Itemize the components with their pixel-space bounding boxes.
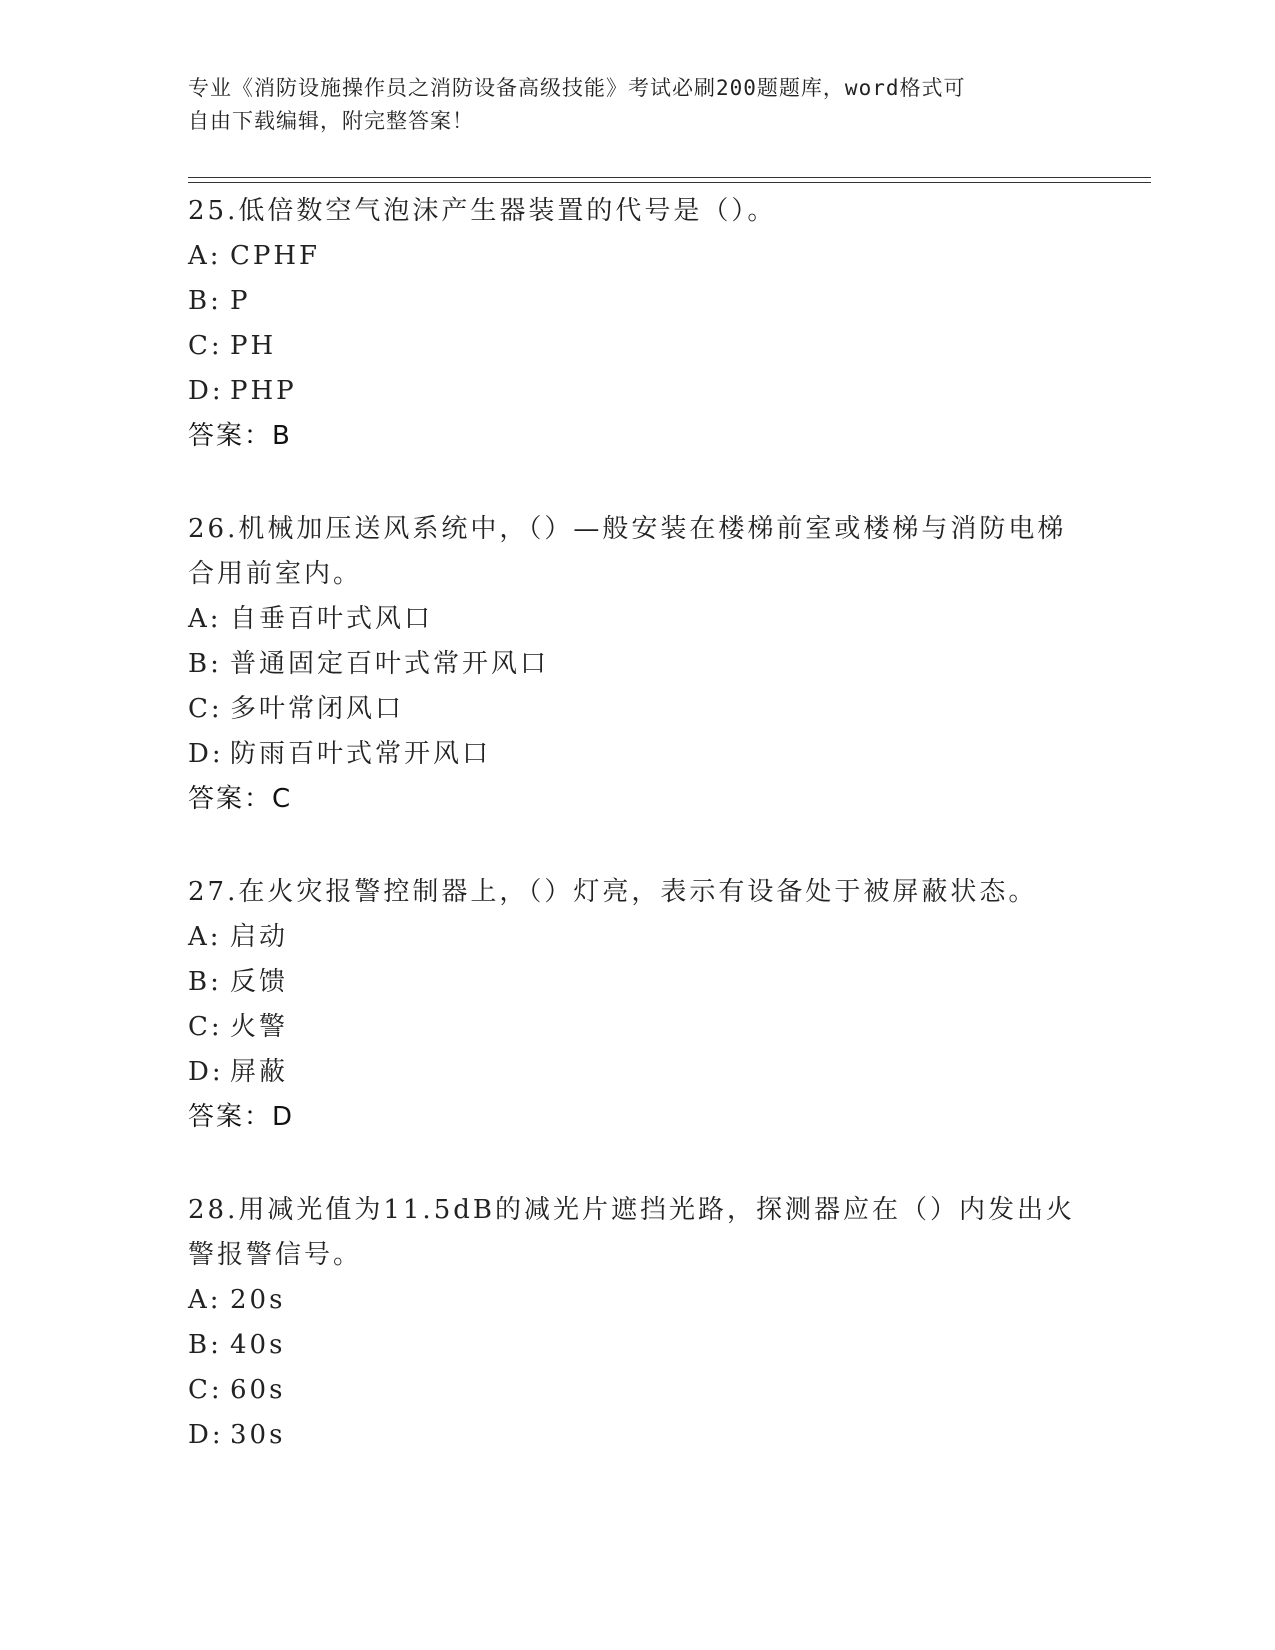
- option-label: D:: [188, 376, 224, 406]
- option-d: [188, 1413, 1088, 1458]
- question-text: 26.机械加压送风系统中，（）—般安装在楼梯前室或楼梯与消防电梯: [188, 514, 1067, 544]
- option-label: A:: [188, 1285, 222, 1315]
- option-a: [188, 234, 1088, 279]
- option-text: P: [230, 286, 251, 316]
- option-c: [188, 324, 1088, 369]
- option-text: 防雨百叶式常开风口: [230, 739, 492, 769]
- option-d: [188, 1050, 1088, 1095]
- option-text: 火警: [230, 1012, 289, 1042]
- question-28: [188, 1188, 1088, 1458]
- option-text: 40s: [230, 1330, 286, 1360]
- answer-line: 答案：D: [188, 1102, 295, 1132]
- answer-line: 答案：B: [188, 421, 292, 451]
- question-text: 25.低倍数空气泡沫产生器装置的代号是（）。: [188, 196, 777, 226]
- question-26: [188, 507, 1088, 822]
- answer-line: 答案：C: [188, 784, 293, 814]
- header-line-1: 专业《消防设施操作员之消防设备高级技能》考试必刷200题题库，word格式可: [188, 76, 966, 100]
- option-a: [188, 597, 1088, 642]
- option-b: [188, 279, 1088, 324]
- option-text: 普通固定百叶式常开风口: [230, 649, 550, 679]
- option-c: [188, 687, 1088, 732]
- option-label: C:: [188, 331, 223, 361]
- option-label: D:: [188, 1420, 224, 1450]
- option-a: [188, 915, 1088, 960]
- option-text: 多叶常闭风口: [230, 694, 405, 724]
- option-label: C:: [188, 694, 223, 724]
- option-label: C:: [188, 1375, 223, 1405]
- question-text-continued: 合用前室内。: [188, 559, 363, 589]
- option-text: PHP: [230, 376, 297, 406]
- option-text: PH: [230, 331, 277, 361]
- option-d: [188, 732, 1088, 777]
- question-list: [188, 189, 1088, 1506]
- option-text: 30s: [230, 1420, 286, 1450]
- option-b: [188, 642, 1088, 687]
- header-divider-top: [188, 177, 1151, 178]
- question-27: [188, 870, 1088, 1140]
- option-c: [188, 1005, 1088, 1050]
- option-text: 自垂百叶式风口: [230, 604, 434, 634]
- question-25: [188, 189, 1088, 459]
- option-c: [188, 1368, 1088, 1413]
- option-text: 启动: [230, 922, 289, 952]
- header-divider-bottom: [188, 182, 1151, 183]
- option-d: [188, 369, 1088, 414]
- option-label: B:: [188, 286, 222, 316]
- option-text: 反馈: [230, 967, 289, 997]
- option-label: A:: [188, 922, 222, 952]
- header-line-2: 自由下载编辑，附完整答案！: [188, 109, 474, 133]
- option-text: 60s: [230, 1375, 286, 1405]
- question-text: 28.用减光值为11.5dB的减光片遮挡光路，探测器应在（）内发出火: [188, 1195, 1075, 1225]
- option-label: A:: [188, 241, 222, 271]
- option-text: CPHF: [230, 241, 321, 271]
- option-label: B:: [188, 967, 222, 997]
- option-label: B:: [188, 649, 222, 679]
- option-b: [188, 1323, 1088, 1368]
- option-b: [188, 960, 1088, 1005]
- document-header: [188, 72, 1088, 138]
- option-label: C:: [188, 1012, 223, 1042]
- option-text: 屏蔽: [230, 1057, 289, 1087]
- option-text: 20s: [230, 1285, 286, 1315]
- option-label: B:: [188, 1330, 222, 1360]
- question-text: 27.在火灾报警控制器上，（）灯亮，表示有设备处于被屏蔽状态。: [188, 877, 1038, 907]
- option-label: D:: [188, 1057, 224, 1087]
- option-a: [188, 1278, 1088, 1323]
- question-text-continued: 警报警信号。: [188, 1240, 363, 1270]
- option-label: A:: [188, 604, 222, 634]
- option-label: D:: [188, 739, 224, 769]
